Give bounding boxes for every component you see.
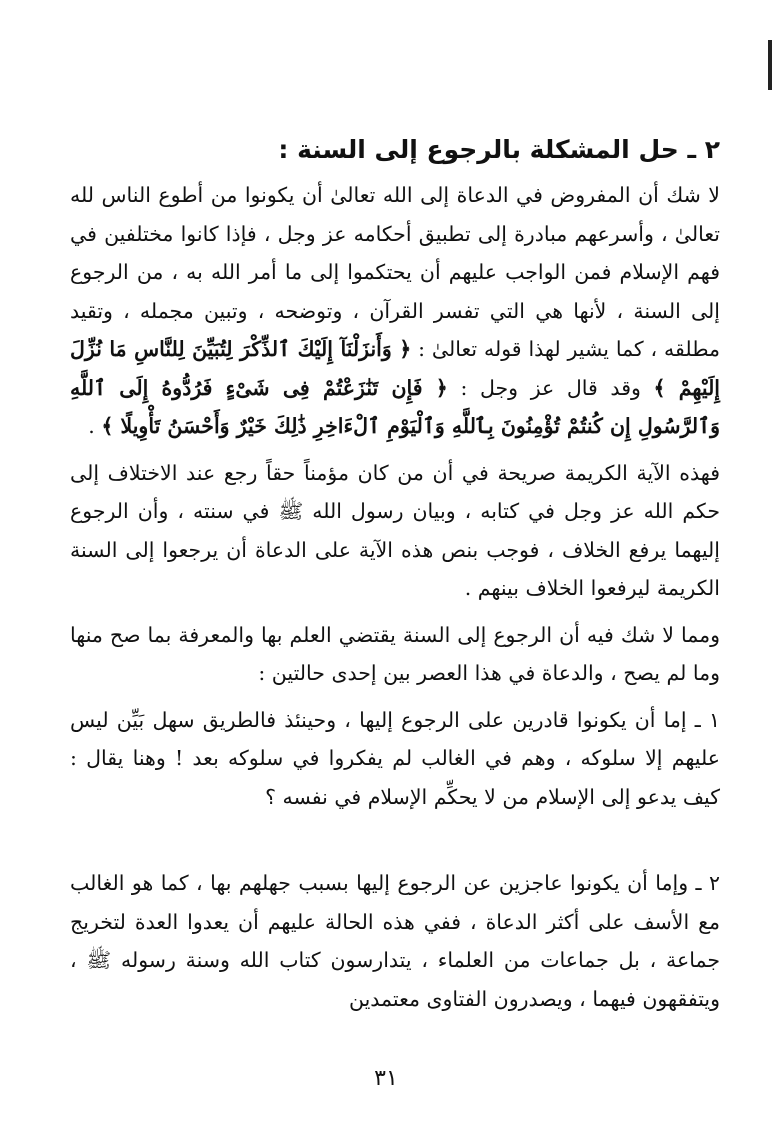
paragraph-5: ٢ ـ وإما أن يكونوا عاجزين عن الرجوع إليها بسبب جهلهم بها ، كما هو الغالب مع الأسف على أكثر الدعاة ، ففي هذه الحالة عليهم أن يعدوا العدة لتخريج جماعة ، بل جماعات من العلماء ، يتدارسون كتاب الله وسنة رسوله ﷺ ، ويتفقهون فيهما ، ويصدرون الفتاوى معتمدين bbox=[70, 871, 720, 1011]
page-number: ٣١ bbox=[374, 1066, 398, 1091]
section-heading: ٢ ـ حل المشكلة بالرجوع إلى السنة : bbox=[278, 135, 720, 164]
page-body bbox=[70, 130, 720, 1018]
paragraph-1-text: لا شك أن المفروض في الدعاة إلى الله تعالىٰ أن يكونوا من أطوع الناس لله تعالىٰ ، وأسرعهم مبادرة إلى تطبيق أحكامه عز وجل ، فإذا كانوا مختلفين في فهم الإسلام فمن الواجب عليهم أن يحتكموا إلى ما أمر الله به ، من الرجوع إلى السنة ، لأنها هي التي تفسر القرآن ، وتوضحه ، وتبين مجمله ، وتقيد مطلقه ، كما يشير لهذا قوله تعالىٰ : bbox=[70, 183, 720, 361]
paragraph-3: ومما لا شك فيه أن الرجوع إلى السنة يقتضي العلم بها والمعرفة بما صح منها وما لم يصح ، والدعاة في هذا العصر بين إحدى حالتين : bbox=[70, 622, 720, 685]
paragraph-1-end: . bbox=[88, 414, 102, 438]
paragraph-gap bbox=[70, 816, 720, 864]
paragraph-1 bbox=[70, 176, 720, 446]
scan-edge-mark bbox=[768, 40, 772, 90]
paragraph-2: فهذه الآية الكريمة صريحة في أن من كان مؤمناً حقاً رجع عند الاختلاف إلى حكم الله عز وجل في كتابه ، وبيان رسول الله ﷺ في سنته ، وأن الرجوع إليهما يرفع الخلاف ، فوجب بنص هذه الآية على الدعاة أن يرجعوا إلى السنة الكريمة ليرفعوا الخلاف بينهم . bbox=[70, 460, 720, 600]
quran-verse-2: ﴿ فَإِن تَنَٰزَعْتُمْ فِى شَىْءٍ فَرُدُّوهُ إِلَى ٱللَّهِ وَٱلرَّسُولِ إِن كُنتُمْ تُؤْمِنُونَ بِٱللَّهِ وَٱلْيَوْمِ ٱلْءَاخِرِ ذَٰلِكَ خَيْرٌ وَأَحْسَنُ تَأْوِيلًا ﴾ bbox=[70, 375, 720, 438]
paragraph-1-mid: وقد قال عز وجل : bbox=[447, 375, 654, 400]
quran-verse-1: ﴿ وَأَنزَلْنَآ إِلَيْكَ ٱلذِّكْرَ لِتُبَيِّنَ لِلنَّاسِ مَا نُزِّلَ إِلَيْهِمْ ﴾ bbox=[70, 337, 721, 400]
paragraph-4: ١ ـ إما أن يكونوا قادرين على الرجوع إليها ، وحينئذ فالطريق سهل بَيِّن ليس عليهم إلا سلوكه ، وهم في الغالب لم يفكروا في سلوكه بعد ! وهنا يقال : كيف يدعو إلى الإسلام من لا يحكِّم الإسلام في نفسه ؟ bbox=[70, 707, 720, 809]
